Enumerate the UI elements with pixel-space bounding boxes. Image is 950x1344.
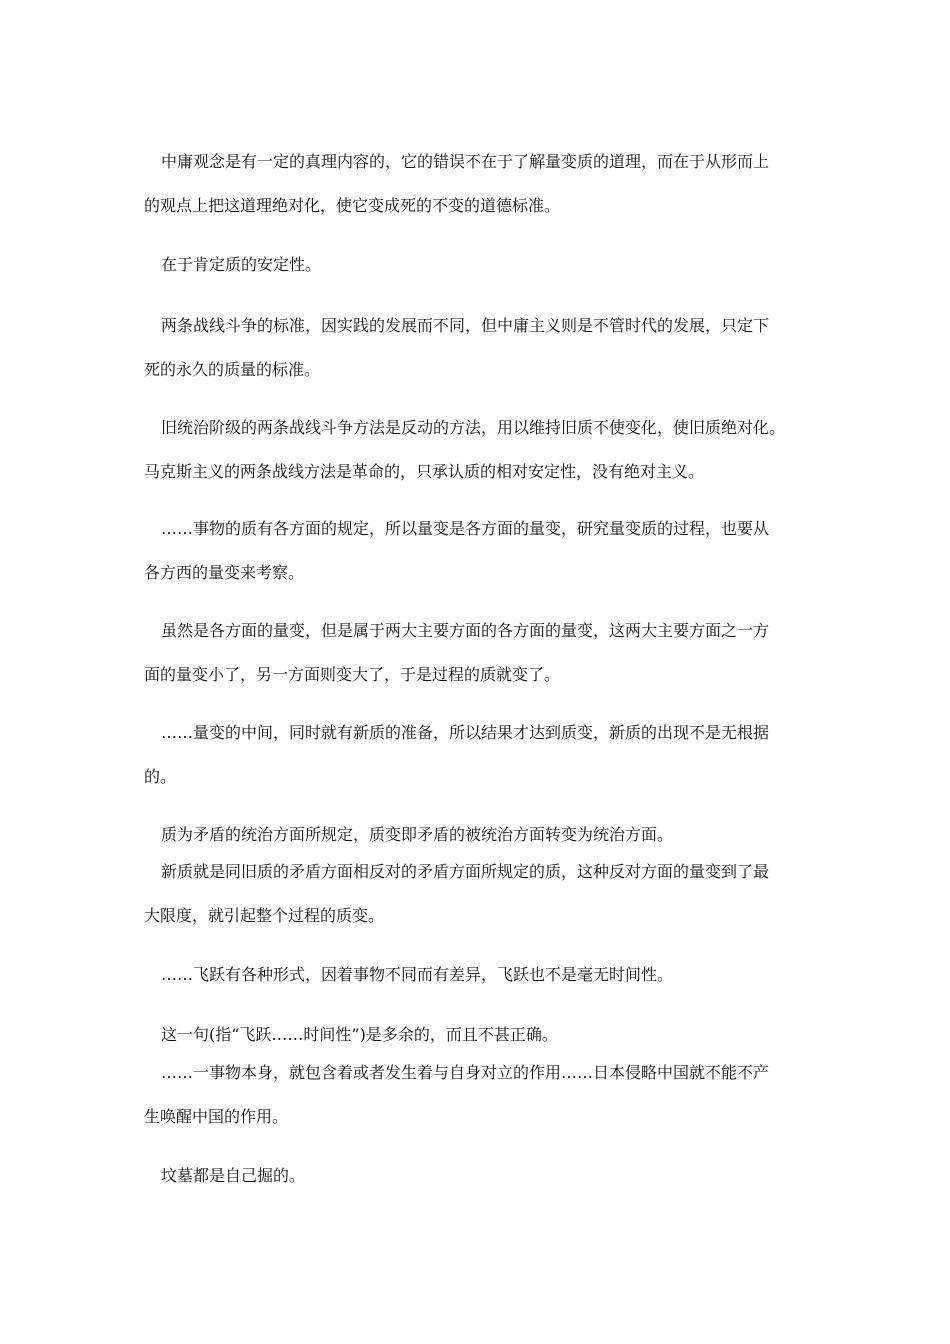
paragraph <box>144 1063 824 1127</box>
text-line: 面的量变小了，另一方面则变大了，于是过程的质就变了。 <box>144 665 561 684</box>
paragraph <box>144 1166 824 1186</box>
paragraph <box>144 1025 824 1045</box>
paragraph <box>144 418 824 482</box>
paragraph <box>144 621 824 685</box>
text-line: 旧统治阶级的两条战线斗争方法是反动的方法，用以维持旧质不使变化，使旧质绝对化。 <box>161 418 786 437</box>
paragraph <box>144 152 824 216</box>
paragraph <box>144 316 824 380</box>
text-line: 坟墓都是自己掘的。 <box>161 1166 306 1185</box>
text-line: 在于肯定质的安定性。 <box>161 255 322 274</box>
text-line: 大限度，就引起整个过程的质变。 <box>144 906 385 925</box>
text-line: 生唤醒中国的作用。 <box>144 1107 289 1126</box>
text-line: ……飞跃有各种形式，因着事物不同而有差异，飞跃也不是毫无时间性。 <box>161 965 674 984</box>
text-line: 马克斯主义的两条战线方法是革命的，只承认质的相对安定性，没有绝对主义。 <box>144 462 705 481</box>
text-line: 虽然是各方面的量变，但是属于两大主要方面的各方面的量变，这两大主要方面之一方 <box>161 621 770 640</box>
paragraph <box>144 519 824 583</box>
text-line: ……量变的中间，同时就有新质的准备，所以结果才达到质变，新质的出现不是无根据 <box>161 723 770 742</box>
text-line: 的观点上把这道理绝对化，使它变成死的不变的道德标准。 <box>144 196 561 215</box>
text-line: 的。 <box>144 767 177 786</box>
text-line: 这一句(指“飞跃……时间性”)是多余的，而且不甚正确。 <box>161 1025 558 1044</box>
text-line: 新质就是同旧质的矛盾方面相反对的矛盾方面所规定的质，这种反对方面的量变到了最 <box>161 862 770 881</box>
paragraph <box>144 825 824 845</box>
paragraph <box>144 862 824 926</box>
text-line: 质为矛盾的统治方面所规定，质变即矛盾的被统治方面转变为统治方面。 <box>161 825 674 844</box>
text-line: 中庸观念是有一定的真理内容的，它的错误不在于了解量变质的道理，而在于从形而上 <box>161 152 770 171</box>
paragraph <box>144 723 824 787</box>
text-line: ……一事物本身，就包含着或者发生着与自身对立的作用……日本侵略中国就不能不产 <box>161 1063 770 1082</box>
paragraph <box>144 965 824 985</box>
paragraph <box>144 255 824 275</box>
text-line: 死的永久的质量的标准。 <box>144 360 321 379</box>
text-line: 两条战线斗争的标准，因实践的发展而不同，但中庸主义则是不管时代的发展，只定下 <box>161 316 770 335</box>
text-line: 各方西的量变来考察。 <box>144 563 305 582</box>
text-line: ……事物的质有各方面的规定，所以量变是各方面的量变，研究量变质的过程，也要从 <box>161 519 770 538</box>
